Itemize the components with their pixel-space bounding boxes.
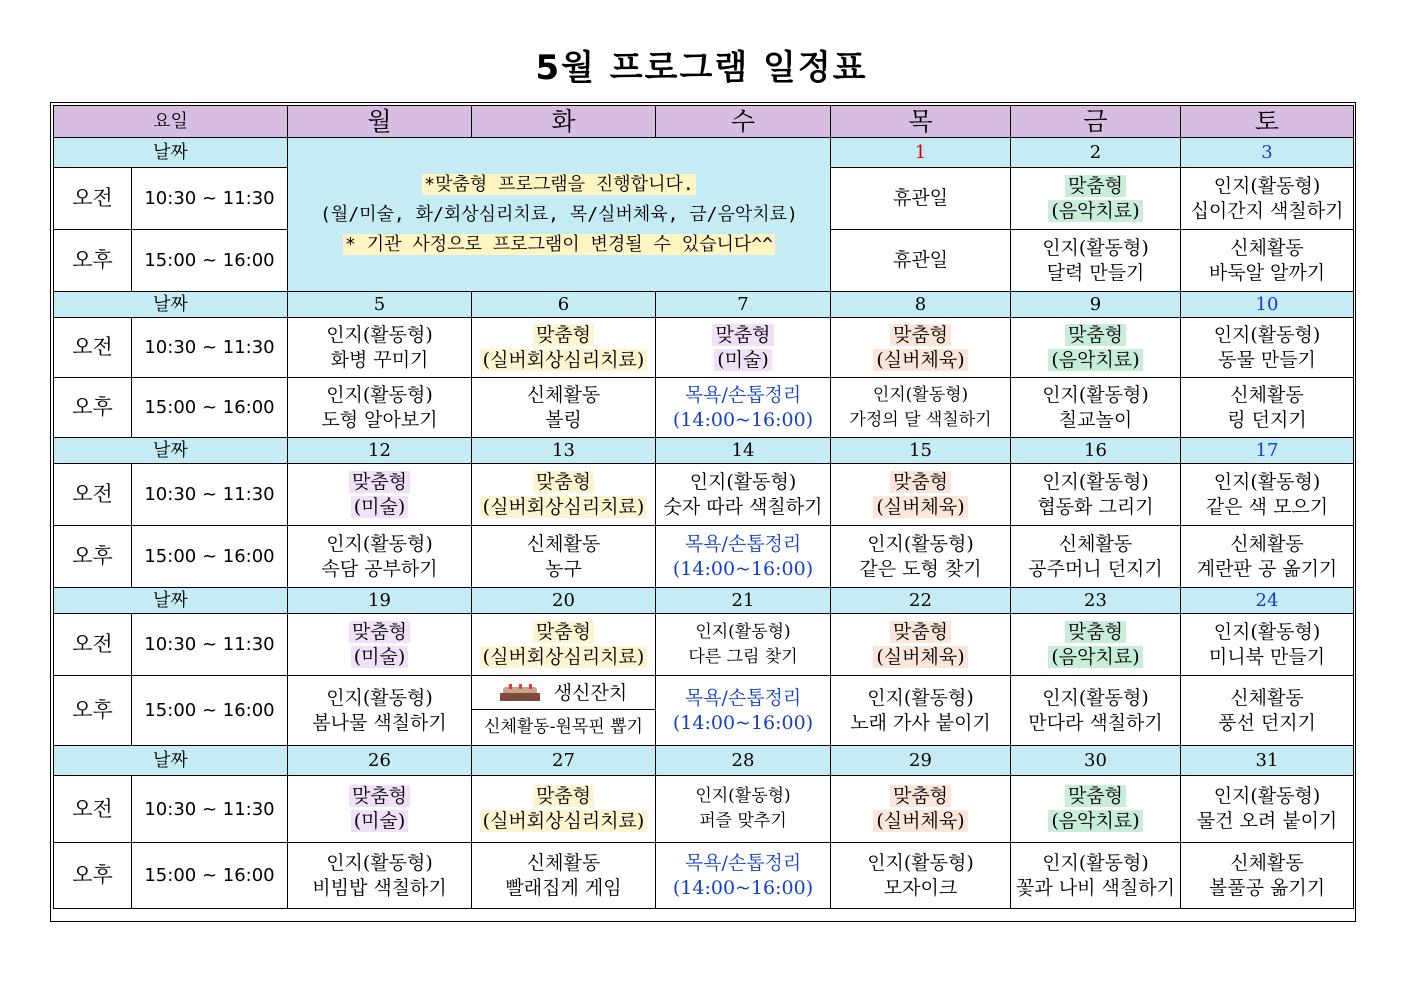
program-line: 인지(활동형)	[1213, 323, 1321, 346]
date-cell: 14	[656, 438, 831, 464]
program-line: (음악치료)	[1048, 349, 1142, 371]
program-cell	[656, 378, 831, 438]
program-cell	[472, 526, 656, 588]
date-label: 날짜	[54, 292, 288, 318]
program-line: 신체활동	[1230, 236, 1304, 259]
am-time: 10:30 ~ 11:30	[132, 318, 288, 378]
program-line: (실버회상심리치료)	[480, 496, 648, 518]
program-line: 칠교놀이	[1058, 408, 1133, 431]
notice-line-1: *맞춤형 프로그램을 진행합니다.	[424, 173, 694, 195]
program-cell	[831, 526, 1011, 588]
day-tue: 화	[472, 106, 656, 138]
program-line: 맞춤형	[712, 324, 773, 346]
pm-row	[54, 676, 1354, 746]
program-line: 같은 도형 찾기	[859, 557, 982, 580]
program-line: 신체활동	[526, 851, 601, 874]
day-wed: 수	[656, 106, 831, 138]
program-cell	[656, 318, 831, 378]
program-line: 맞춤형	[1065, 324, 1126, 346]
program-line: 빨래집게 게임	[505, 876, 622, 899]
program-line: 인지(활동형)	[1042, 383, 1149, 406]
program-cell	[1181, 168, 1354, 230]
pm-label: 오후	[54, 843, 132, 909]
page-title: 5월 프로그램 일정표	[535, 48, 868, 88]
program-line: 휴관일	[892, 187, 949, 209]
program-line: 목욕/손톱정리	[684, 383, 802, 406]
date-cell: 27	[472, 746, 656, 776]
program-line: 맞춤형	[890, 621, 951, 643]
program-line: 인지(활동형)	[1042, 470, 1149, 493]
am-row	[54, 318, 1354, 378]
date-cell: 5	[288, 292, 472, 318]
program-line: 달력 만들기	[1046, 261, 1145, 284]
pm-time: 15:00 ~ 16:00	[132, 378, 288, 438]
program-line: (미술)	[351, 496, 409, 518]
program-line: 인지(활동형)	[1042, 851, 1149, 874]
program-cell	[656, 526, 831, 588]
program-cell	[831, 843, 1011, 909]
program-line: 물건 오려 붙이기	[1196, 810, 1338, 832]
program-cell	[831, 318, 1011, 378]
program-line: (실버체육)	[873, 646, 967, 668]
program-line: (음악치료)	[1048, 810, 1142, 832]
program-line: (14:00~16:00)	[672, 711, 814, 734]
day-mon: 월	[288, 106, 472, 138]
program-line: 신체활동	[526, 532, 601, 555]
program-line: 다른 그림 찾기	[688, 646, 798, 667]
date-cell: 31	[1181, 746, 1354, 776]
program-line: 목욕/손톱정리	[684, 851, 802, 874]
program-line: 인지(활동형)	[1213, 470, 1321, 493]
program-cell	[472, 378, 656, 438]
program-cell	[831, 230, 1011, 292]
program-cell	[1011, 378, 1181, 438]
program-line: 휴관일	[892, 249, 949, 271]
program-cell	[1011, 318, 1181, 378]
program-line: (미술)	[351, 810, 409, 832]
program-line: 인지(활동형)	[695, 786, 791, 806]
date-label: 날짜	[54, 746, 288, 776]
program-cell	[1011, 230, 1181, 292]
program-cell	[472, 776, 656, 843]
program-line: (실버체육)	[873, 496, 967, 518]
program-cell	[1181, 526, 1354, 588]
program-line: 인지(활동형)	[867, 851, 974, 874]
date-cell: 29	[831, 746, 1011, 776]
program-line: 신체활동	[1230, 383, 1304, 406]
program-cell	[1181, 318, 1354, 378]
program-cell	[288, 464, 472, 526]
date-cell: 3	[1181, 138, 1354, 168]
am-time: 10:30 ~ 11:30	[132, 464, 288, 526]
program-line: 바둑알 알까기	[1208, 261, 1326, 284]
cake-icon	[500, 684, 540, 702]
date-cell: 23	[1011, 588, 1181, 614]
program-cell	[1011, 168, 1181, 230]
program-cell	[472, 464, 656, 526]
am-time: 10:30 ~ 11:30	[132, 776, 288, 843]
program-cell	[1181, 776, 1354, 843]
program-line: 신체활동	[1230, 532, 1304, 555]
day-fri: 금	[1011, 106, 1181, 138]
pm-row	[54, 843, 1354, 909]
program-line: (실버체육)	[873, 349, 967, 371]
program-cell	[1011, 776, 1181, 843]
date-cell: 19	[288, 588, 472, 614]
am-time: 10:30 ~ 11:30	[132, 614, 288, 676]
date-label: 날짜	[54, 588, 288, 614]
date-cell: 10	[1181, 292, 1354, 318]
program-line: 만다라 색칠하기	[1028, 711, 1163, 734]
program-line: 인지(활동형)	[326, 686, 433, 709]
notice-line-2: (월/미술, 화/회상심리치료, 목/실버체육, 금/음악치료)	[320, 203, 798, 225]
program-line: 신체활동-원목핀 뽑기	[484, 717, 643, 737]
program-line: 미니북 만들기	[1208, 645, 1326, 668]
date-row	[54, 292, 1354, 318]
date-cell: 8	[831, 292, 1011, 318]
date-cell: 28	[656, 746, 831, 776]
program-cell	[472, 843, 656, 909]
date-cell: 9	[1011, 292, 1181, 318]
program-cell	[831, 614, 1011, 676]
program-line: (실버회상심리치료)	[480, 810, 648, 832]
header-row	[54, 106, 1354, 138]
program-cell	[831, 378, 1011, 438]
am-row	[54, 614, 1354, 676]
date-cell: 16	[1011, 438, 1181, 464]
program-line: 목욕/손톱정리	[684, 532, 802, 555]
pm-row	[54, 526, 1354, 588]
program-line: 꽃과 나비 색칠하기	[1016, 876, 1175, 899]
program-line: 맞춤형	[349, 471, 410, 493]
program-cell	[831, 676, 1011, 746]
program-line: 모자이크	[883, 876, 958, 899]
program-cell	[1181, 464, 1354, 526]
program-cell	[288, 843, 472, 909]
date-label: 날짜	[54, 438, 288, 464]
program-line: 맞춤형	[533, 785, 594, 807]
pm-label: 오후	[54, 230, 132, 292]
program-line: (14:00~16:00)	[672, 557, 814, 580]
program-line: 농구	[545, 557, 582, 580]
program-line: 퍼즐 맞추기	[699, 811, 787, 831]
program-line: 맞춤형	[1065, 785, 1126, 807]
program-cell	[1011, 843, 1181, 909]
program-line: (미술)	[714, 349, 772, 371]
pm-label: 오후	[54, 378, 132, 438]
program-line: 도형 알아보기	[321, 408, 438, 431]
program-cell	[1181, 614, 1354, 676]
program-line: (미술)	[351, 646, 409, 668]
am-time: 10:30 ~ 11:30	[132, 168, 288, 230]
program-line: 비빔밥 색칠하기	[312, 876, 447, 899]
program-line: 인지(활동형)	[872, 384, 969, 405]
date-cell: 12	[288, 438, 472, 464]
program-cell	[831, 776, 1011, 843]
program-line: 인지(활동형)	[326, 851, 433, 874]
program-cell	[288, 526, 472, 588]
program-cell	[288, 318, 472, 378]
day-sat: 토	[1181, 106, 1354, 138]
date-cell: 7	[656, 292, 831, 318]
program-line: 신체활동	[1230, 686, 1304, 709]
am-label: 오전	[54, 168, 132, 230]
program-line: 인지(활동형)	[1213, 785, 1321, 807]
program-cell	[288, 614, 472, 676]
program-line: (실버회상심리치료)	[480, 646, 648, 668]
program-line: 속담 공부하기	[321, 557, 438, 580]
program-cell	[288, 676, 472, 746]
program-line: 인지(활동형)	[326, 383, 433, 406]
date-cell: 17	[1181, 438, 1354, 464]
date-row	[54, 588, 1354, 614]
schedule-table	[53, 105, 1354, 909]
am-row	[54, 776, 1354, 843]
program-line: 맞춤형	[890, 785, 951, 807]
day-thu: 목	[831, 106, 1011, 138]
program-line: 인지(활동형)	[1213, 620, 1321, 643]
program-line: 인지(활동형)	[1213, 174, 1321, 197]
program-line: 동물 만들기	[1218, 348, 1316, 371]
program-cell	[288, 776, 472, 843]
program-cell	[1011, 676, 1181, 746]
program-line: 링 던지기	[1227, 408, 1307, 431]
program-cell	[656, 843, 831, 909]
program-cell	[656, 776, 831, 843]
program-line: (실버체육)	[873, 810, 967, 832]
program-line: 같은 색 모으기	[1205, 495, 1329, 518]
program-line: 맞춤형	[533, 621, 594, 643]
program-line: 맞춤형	[533, 324, 594, 346]
date-row	[54, 438, 1354, 464]
program-line: (14:00~16:00)	[672, 876, 814, 899]
pm-time: 15:00 ~ 16:00	[132, 676, 288, 746]
pm-row	[54, 378, 1354, 438]
pm-time: 15:00 ~ 16:00	[132, 526, 288, 588]
program-line: 신체활동	[526, 383, 601, 406]
date-cell: 24	[1181, 588, 1354, 614]
program-cell	[1011, 614, 1181, 676]
date-cell: 15	[831, 438, 1011, 464]
program-cell	[472, 614, 656, 676]
date-cell: 22	[831, 588, 1011, 614]
program-line: 인지(활동형)	[326, 532, 433, 555]
program-cell	[831, 464, 1011, 526]
program-line: 인지(활동형)	[867, 686, 974, 709]
date-cell: 20	[472, 588, 656, 614]
program-cell	[288, 378, 472, 438]
am-label: 오전	[54, 614, 132, 676]
program-line: 가정의 달 색칠하기	[849, 409, 992, 430]
program-line: 십이간지 색칠하기	[1190, 199, 1344, 222]
program-line: 인지(활동형)	[1042, 686, 1149, 709]
program-line: 볼링	[545, 408, 582, 431]
program-line: 숫자 따라 색칠하기	[663, 495, 823, 518]
program-cell	[1181, 843, 1354, 909]
program-cell	[1181, 676, 1354, 746]
program-line: 맞춤형	[890, 324, 951, 346]
program-cell	[472, 318, 656, 378]
birthday-party	[472, 677, 655, 710]
pm-label: 오후	[54, 526, 132, 588]
am-label: 오전	[54, 318, 132, 378]
program-line: (음악치료)	[1048, 200, 1142, 222]
date-cell: 1	[831, 138, 1011, 168]
program-line: 볼풀공 옮기기	[1208, 876, 1326, 899]
date-cell: 13	[472, 438, 656, 464]
program-line: 계란판 공 옮기기	[1196, 557, 1338, 580]
date-row	[54, 746, 1354, 776]
am-label: 오전	[54, 464, 132, 526]
date-row	[54, 138, 1354, 168]
date-label: 날짜	[54, 138, 288, 168]
program-line: 풍선 던지기	[1218, 711, 1316, 734]
am-label: 오전	[54, 776, 132, 843]
date-cell: 21	[656, 588, 831, 614]
program-cell	[1181, 230, 1354, 292]
program-line: 맞춤형	[533, 471, 594, 493]
pm-label: 오후	[54, 676, 132, 746]
pm-time: 15:00 ~ 16:00	[132, 230, 288, 292]
program-line: 공주머니 던지기	[1028, 557, 1163, 580]
program-line: 봄나물 색칠하기	[312, 711, 447, 734]
program-line: 협동화 그리기	[1037, 495, 1154, 518]
program-cell	[656, 614, 831, 676]
program-line: 인지(활동형)	[1042, 236, 1149, 259]
date-cell: 30	[1011, 746, 1181, 776]
program-cell	[656, 464, 831, 526]
am-row	[54, 464, 1354, 526]
program-line: 인지(활동형)	[867, 532, 974, 555]
program-line: 노래 가사 붙이기	[850, 711, 991, 734]
date-cell: 2	[1011, 138, 1181, 168]
program-line: (14:00~16:00)	[672, 408, 814, 431]
program-line: (음악치료)	[1048, 646, 1142, 668]
program-cell	[1181, 378, 1354, 438]
program-cell	[831, 168, 1011, 230]
notice-line-3: * 기관 사정으로 프로그램이 변경될 수 있습니다^^	[345, 233, 773, 255]
program-line: 인지(활동형)	[326, 323, 433, 346]
program-line: 맞춤형	[1065, 175, 1126, 197]
program-line: 맞춤형	[349, 785, 410, 807]
pm-time: 15:00 ~ 16:00	[132, 843, 288, 909]
program-line: 맞춤형	[890, 471, 951, 493]
date-cell: 26	[288, 746, 472, 776]
notice-box	[288, 138, 831, 292]
program-cell	[1011, 526, 1181, 588]
program-line: 신체활동	[1058, 532, 1133, 555]
program-line: 맞춤형	[349, 621, 410, 643]
program-cell	[656, 676, 831, 746]
program-line: 신체활동	[1230, 851, 1304, 874]
program-cell	[472, 676, 656, 746]
program-line: 화병 꾸미기	[330, 348, 429, 371]
program-line: 인지(활동형)	[689, 470, 797, 493]
program-line: 인지(활동형)	[695, 621, 791, 642]
program-line: 목욕/손톱정리	[684, 686, 802, 709]
program-line: (실버회상심리치료)	[480, 349, 648, 371]
program-line: 맞춤형	[1065, 621, 1126, 643]
program-cell	[1011, 464, 1181, 526]
date-cell: 6	[472, 292, 656, 318]
weekday-label: 요일	[54, 106, 288, 138]
program-line: 생신잔치	[553, 681, 628, 704]
